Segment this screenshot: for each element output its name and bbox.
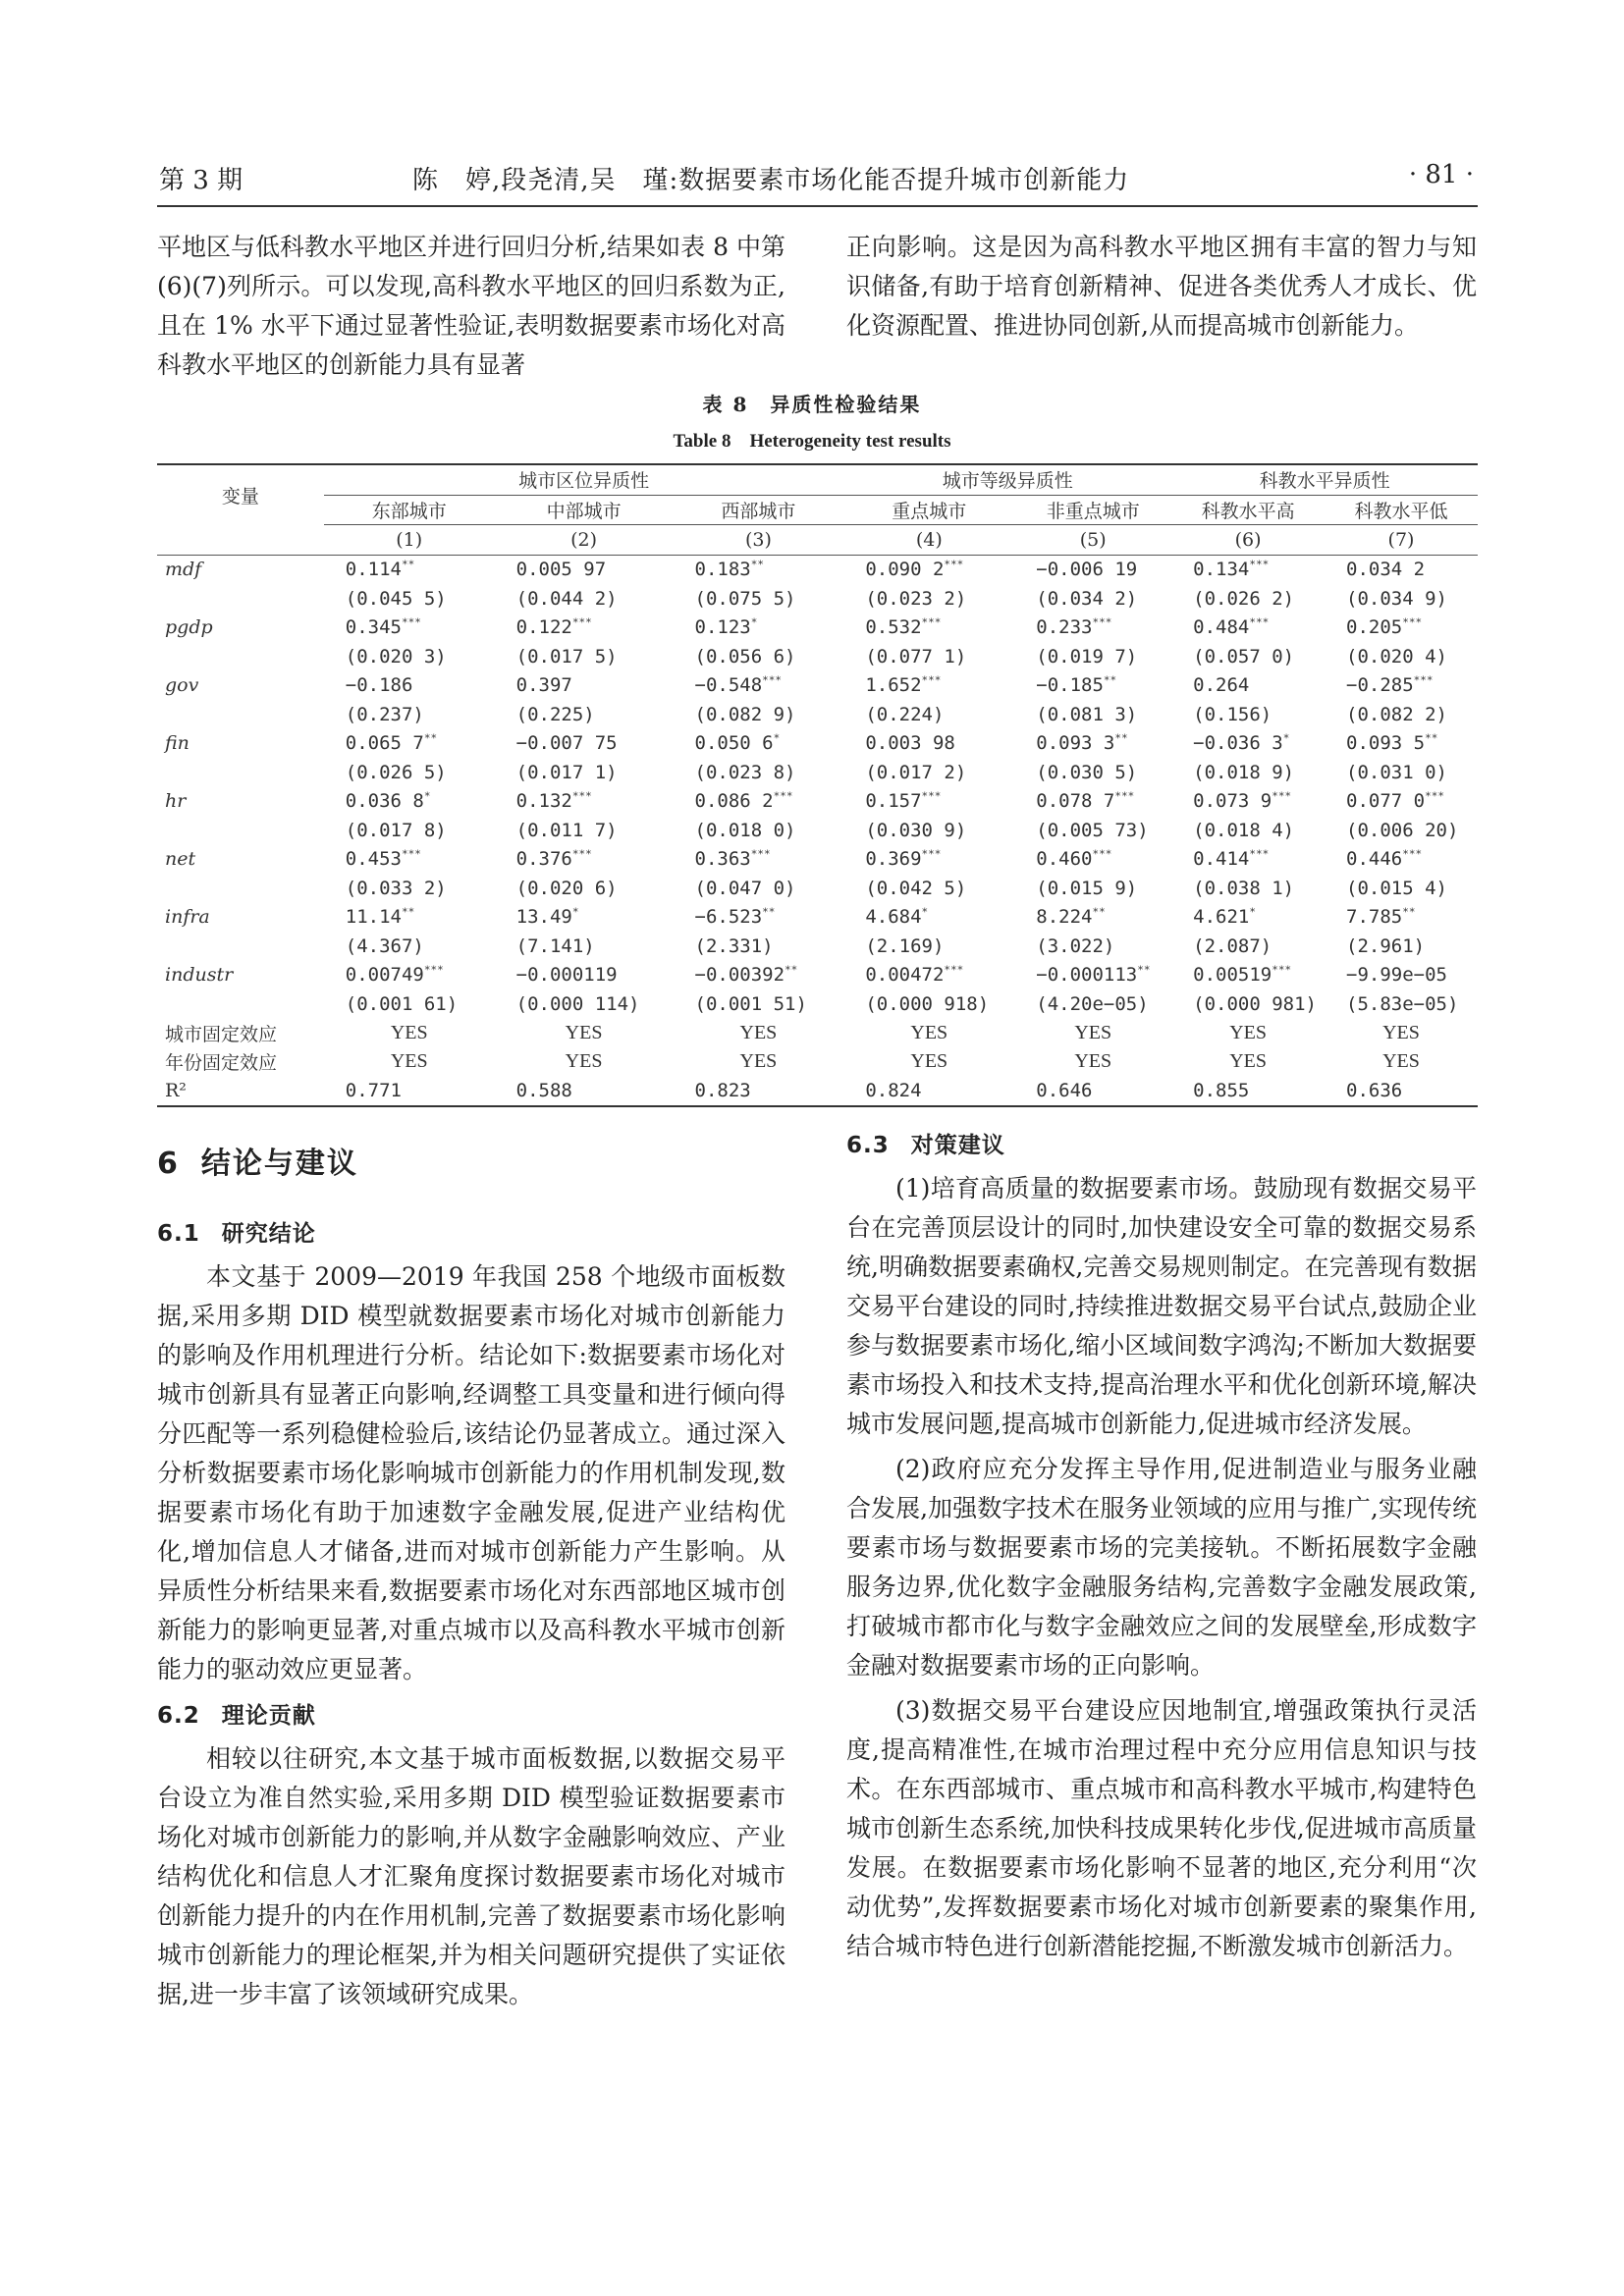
- standard-error-cell: (0.020 6): [515, 877, 618, 899]
- fe-value: YES: [910, 1050, 948, 1073]
- fe-row: [157, 1047, 1478, 1077]
- table-column-number-row: [157, 525, 1478, 556]
- right-column-body: [846, 1127, 1477, 1966]
- coefficient-cell: −0.185**: [1036, 673, 1117, 697]
- recommendation-paragraph: (2)政府应充分发挥主导作用,促进制造业与服务业融合发展,加强数字技术在服务业领域的应用与推广,实现传统要素市场与数据要素市场的完美接轨。不断拓展数字金融服务边界,优化数字金融服务结构,完善数字金融发展政策,打破城市都市化与数字金融效应之间的发展壁垒,形成数字金融对数据要素市场的正向影响。: [846, 1455, 1477, 1680]
- standard-error-row: [157, 932, 1478, 961]
- fe-value: YES: [910, 1021, 948, 1043]
- coefficient-row: [157, 729, 1478, 759]
- coefficient-cell: 0.122***: [515, 615, 592, 639]
- standard-error-row: [157, 816, 1478, 845]
- variable-name: fin: [165, 732, 189, 755]
- top-left-column: [157, 228, 785, 385]
- coefficient-cell: 0.453***: [345, 847, 421, 871]
- coefficient-cell: 0.00749***: [345, 963, 444, 987]
- column-header: 科教水平低: [1325, 495, 1478, 525]
- r2-value: 0.636: [1325, 1077, 1478, 1107]
- standard-error-cell: (0.056 6): [694, 645, 796, 667]
- coefficient-cell: 0.414***: [1193, 847, 1270, 871]
- standard-error-cell: (0.000 981): [1193, 992, 1318, 1015]
- significance-stars: ***: [1114, 789, 1135, 803]
- coefficient-cell: 0.073 9***: [1193, 789, 1292, 813]
- standard-error-cell: (0.047 0): [694, 877, 796, 899]
- coefficient-row: [157, 845, 1478, 875]
- significance-stars: **: [1402, 905, 1416, 919]
- significance-stars: ***: [1272, 963, 1292, 977]
- standard-error-cell: (5.83e−05): [1346, 992, 1459, 1015]
- standard-error-cell: (0.042 5): [865, 877, 967, 899]
- standard-error-cell: (0.017 1): [515, 761, 618, 783]
- significance-stars: ***: [1249, 615, 1270, 629]
- coefficient-cell: 0.363***: [694, 847, 771, 871]
- fe-value: YES: [390, 1021, 428, 1043]
- standard-error-cell: (0.011 7): [515, 819, 618, 841]
- standard-error-cell: (4.20e−05): [1036, 992, 1149, 1015]
- column-number: (3): [674, 525, 844, 556]
- coefficient-cell: −6.523**: [694, 905, 776, 929]
- standard-error-cell: (0.017 5): [515, 645, 618, 667]
- coefficient-row: [157, 903, 1478, 933]
- standard-error-row: [157, 758, 1478, 787]
- section-6-1-heading: [157, 1215, 785, 1248]
- standard-error-cell: (0.026 2): [1193, 587, 1295, 610]
- fe-value: YES: [739, 1021, 778, 1043]
- page-number: · 81 ·: [1408, 160, 1474, 189]
- column-number: (6): [1171, 525, 1325, 556]
- coefficient-cell: 0.00519***: [1193, 963, 1292, 987]
- standard-error-cell: (0.018 0): [694, 819, 796, 841]
- standard-error-cell: (0.077 1): [865, 645, 967, 667]
- coefficient-cell: −0.000113**: [1036, 963, 1151, 987]
- coefficient-row: [157, 614, 1478, 643]
- variable-name: infra: [165, 906, 210, 929]
- article-authors-title: 陈 婷,段尧清,吴 瑾:数据要素市场化能否提升城市创新能力: [412, 166, 1130, 195]
- fe-value: YES: [1382, 1021, 1420, 1043]
- coefficient-row: [157, 961, 1478, 990]
- significance-stars: ***: [1092, 615, 1112, 629]
- significance-stars: **: [1092, 905, 1106, 919]
- coefficient-cell: 0.446***: [1346, 847, 1423, 871]
- significance-stars: ***: [773, 789, 793, 803]
- coefficient-cell: 0.369***: [865, 847, 942, 871]
- coefficient-cell: 0.050 6*: [694, 731, 781, 755]
- significance-stars: ***: [944, 963, 964, 977]
- top-left-paragraph: 平地区与低科教水平地区并进行回归分析,结果如表 8 中第(6)(7)列所示。可以发现,高科教水平地区的回归系数为正,且在 1% 水平下通过显著性验证,表明数据要素市场化对高科教水平地区的创新能力具有显著: [157, 233, 785, 379]
- r2-value: 0.855: [1171, 1077, 1325, 1107]
- standard-error-cell: (0.224): [865, 703, 945, 725]
- standard-error-cell: (0.015 9): [1036, 877, 1138, 899]
- r2-value: 0.646: [1014, 1077, 1171, 1107]
- standard-error-cell: (0.237): [345, 703, 424, 725]
- coefficient-cell: 0.376***: [515, 847, 592, 871]
- r2-value: 0.823: [674, 1077, 844, 1107]
- section-title: 结论与建议: [200, 1147, 358, 1181]
- table-caption-cn: 表 8 异质性检验结果: [702, 393, 922, 416]
- variable-name: industr: [165, 964, 234, 987]
- coefficient-rows: [157, 555, 1478, 1019]
- fe-row: [157, 1019, 1478, 1048]
- standard-error-cell: (0.030 9): [865, 819, 967, 841]
- column-header: 中部城市: [495, 495, 674, 525]
- variable-name: pgdp: [165, 616, 213, 639]
- standard-error-cell: (0.017 2): [865, 761, 967, 783]
- group-header: 城市等级异质性: [843, 464, 1171, 495]
- coefficient-cell: 0.005 97: [515, 559, 607, 581]
- section-number: 6: [157, 1147, 180, 1181]
- conclusion-paragraph: 本文基于 2009—2019 年我国 258 个地级市面板数据,采用多期 DID 模型就数据要素市场化对城市创新能力的影响及作用机理进行分析。结论如下:数据要素市场化对城市创新具有显著正向影响,经调整工具变量和进行倾向得分匹配等一系列稳健检验后,该结论仍显著成立。通过深入分析数据要素市场化影响城市创新能力的作用机制发现,数据要素市场化有助于加速数字金融发展,促进产业结构优化,增加信息人才储备,进而对城市创新能力产生影响。从异质性分析结果来看,数据要素市场化对东西部地区城市创新能力的影响更显著,对重点城市以及高科教水平城市创新能力的驱动效应更显著。: [157, 1262, 785, 1683]
- significance-stars: ***: [944, 558, 964, 571]
- coefficient-cell: −0.000119: [515, 964, 618, 987]
- coefficient-cell: 0.034 2: [1346, 559, 1426, 581]
- contribution-paragraph: 相较以往研究,本文基于城市面板数据,以数据交易平台设立为准自然实验,采用多期 DID 模型验证数据要素市场化对城市创新能力的影响,并从数字金融影响效应、产业结构优化和信息人才汇聚角度探讨数据要素市场化对城市创新能力提升的内在作用机制,完善了数据要素市场化影响城市创新能力的理论框架,并为相关问题研究提供了实证依据,进一步丰富了该领域研究成果。: [157, 1744, 785, 2008]
- standard-error-cell: (0.005 73): [1036, 819, 1149, 841]
- group-header: 科教水平异质性: [1171, 464, 1478, 495]
- standard-error-cell: (0.020 4): [1346, 645, 1447, 667]
- standard-error-cell: (3.022): [1036, 934, 1115, 957]
- standard-error-cell: (0.017 8): [345, 819, 447, 841]
- coefficient-cell: 13.49*: [515, 905, 579, 929]
- coefficient-cell: 0.532***: [865, 615, 942, 639]
- significance-stars: **: [1137, 963, 1151, 977]
- significance-stars: ***: [402, 847, 421, 861]
- coefficient-cell: 0.003 98: [865, 732, 955, 755]
- coefficient-cell: 4.684*: [865, 905, 929, 929]
- significance-stars: ***: [921, 615, 942, 629]
- coefficient-cell: 0.086 2***: [694, 789, 793, 813]
- coefficient-cell: 0.093 3**: [1036, 731, 1128, 755]
- coefficient-cell: 0.484***: [1193, 615, 1270, 639]
- significance-stars: ***: [423, 963, 444, 977]
- column-header: 重点城市: [843, 495, 1014, 525]
- standard-error-cell: (0.082 9): [694, 703, 796, 725]
- subsection-title: 对策建议: [910, 1133, 1005, 1158]
- standard-error-cell: (0.001 51): [694, 992, 807, 1015]
- standard-error-cell: (0.081 3): [1036, 703, 1138, 725]
- standard-error-cell: (0.015 4): [1346, 877, 1447, 899]
- r2-value: 0.588: [495, 1077, 674, 1107]
- column-number: (2): [495, 525, 674, 556]
- standard-error-cell: (0.031 0): [1346, 761, 1447, 783]
- significance-stars: ***: [571, 789, 592, 803]
- coefficient-cell: 0.065 7**: [345, 731, 438, 755]
- significance-stars: **: [1114, 731, 1128, 745]
- significance-stars: **: [423, 731, 438, 745]
- standard-error-cell: (2.961): [1346, 934, 1426, 957]
- coefficient-cell: 0.00472***: [865, 963, 964, 987]
- standard-error-cell: (2.331): [694, 934, 774, 957]
- variable-name: gov: [165, 674, 199, 697]
- significance-stars: ***: [1402, 615, 1423, 629]
- fe-value: YES: [1229, 1050, 1267, 1073]
- top-right-paragraph: 正向影响。这是因为高科教水平地区拥有丰富的智力与知识储备,有助于培育创新精神、促进各类优秀人才成长、优化资源配置、推进协同创新,从而提高城市创新能力。: [846, 233, 1477, 340]
- fe-value: YES: [1382, 1050, 1420, 1073]
- standard-error-cell: (0.034 2): [1036, 587, 1138, 610]
- standard-error-cell: (0.018 4): [1193, 819, 1295, 841]
- top-right-column: [846, 228, 1477, 346]
- subsection-number: 6.3: [846, 1133, 890, 1158]
- standard-error-cell: (4.367): [345, 934, 424, 957]
- significance-stars: *: [773, 731, 781, 745]
- standard-error-cell: (0.038 1): [1193, 877, 1295, 899]
- significance-stars: *: [1282, 731, 1290, 745]
- coefficient-cell: 0.397: [515, 674, 572, 697]
- standard-error-row: [157, 642, 1478, 671]
- section-6-2-heading: [157, 1697, 785, 1730]
- standard-error-row: [157, 700, 1478, 729]
- significance-stars: ***: [571, 847, 592, 861]
- column-header: 西部城市: [674, 495, 844, 525]
- standard-error-cell: (0.075 5): [694, 587, 796, 610]
- group-header: 城市区位异质性: [324, 464, 844, 495]
- variable-header: 变量: [157, 464, 324, 525]
- standard-error-cell: (0.006 20): [1346, 819, 1459, 841]
- significance-stars: ***: [1272, 789, 1292, 803]
- fe-label: 城市固定效应: [165, 1023, 278, 1045]
- coefficient-row: [157, 671, 1478, 701]
- variable-name: mdf: [165, 559, 202, 581]
- coefficient-cell: 7.785**: [1346, 905, 1416, 929]
- significance-stars: ***: [750, 847, 771, 861]
- coefficient-cell: −0.186: [345, 674, 413, 697]
- significance-stars: ***: [921, 789, 942, 803]
- significance-stars: ***: [921, 847, 942, 861]
- standard-error-cell: (0.000 114): [515, 992, 640, 1015]
- r2-row: [157, 1077, 1478, 1107]
- coefficient-cell: 0.090 2***: [865, 558, 964, 581]
- coefficient-cell: 0.460***: [1036, 847, 1112, 871]
- standard-error-cell: (7.141): [515, 934, 595, 957]
- fe-value: YES: [1074, 1050, 1112, 1073]
- coefficient-cell: 0.077 0***: [1346, 789, 1444, 813]
- significance-stars: *: [921, 905, 929, 919]
- coefficient-cell: −0.00392**: [694, 963, 798, 987]
- standard-error-cell: (0.019 7): [1036, 645, 1138, 667]
- standard-error-cell: (0.057 0): [1193, 645, 1295, 667]
- subsection-title: 研究结论: [221, 1221, 316, 1247]
- standard-error-cell: (2.169): [865, 934, 945, 957]
- significance-stars: ***: [402, 615, 421, 629]
- coefficient-cell: 0.134***: [1193, 558, 1270, 581]
- section-6-3-heading: [846, 1127, 1477, 1159]
- variable-name: hr: [165, 790, 187, 813]
- coefficient-cell: 0.264: [1193, 674, 1250, 697]
- significance-stars: **: [402, 905, 415, 919]
- significance-stars: ***: [1249, 847, 1270, 861]
- r2-value: 0.771: [324, 1077, 495, 1107]
- standard-error-cell: (0.045 5): [345, 587, 447, 610]
- coefficient-cell: 11.14**: [345, 905, 415, 929]
- standard-error-cell: (0.225): [515, 703, 595, 725]
- variable-name: net: [165, 848, 196, 871]
- coefficient-cell: 8.224**: [1036, 905, 1106, 929]
- standard-error-cell: (0.033 2): [345, 877, 447, 899]
- issue-number: 第 3 期: [159, 166, 244, 195]
- significance-stars: ***: [1413, 673, 1434, 687]
- coefficient-cell: −0.036 3*: [1193, 731, 1290, 755]
- coefficient-cell: 0.114**: [345, 558, 415, 581]
- heterogeneity-table: [157, 463, 1478, 1107]
- coefficient-cell: 0.036 8*: [345, 789, 431, 813]
- column-number: (4): [843, 525, 1014, 556]
- coefficient-cell: −0.006 19: [1036, 559, 1138, 581]
- running-header: [157, 160, 1478, 207]
- significance-stars: *: [571, 905, 579, 919]
- column-header: 东部城市: [324, 495, 495, 525]
- column-number: (1): [324, 525, 495, 556]
- fe-label: 年份固定效应: [165, 1052, 278, 1075]
- standard-error-cell: (0.023 2): [865, 587, 967, 610]
- coefficient-cell: −0.548***: [694, 673, 783, 697]
- standard-error-cell: (0.023 8): [694, 761, 796, 783]
- column-header: 科教水平高: [1171, 495, 1325, 525]
- coefficient-row: [157, 555, 1478, 584]
- left-column-body: [157, 1139, 785, 2014]
- standard-error-cell: (0.001 61): [345, 992, 459, 1015]
- significance-stars: **: [785, 963, 798, 977]
- column-number: (5): [1014, 525, 1171, 556]
- standard-error-cell: (0.044 2): [515, 587, 618, 610]
- coefficient-row: [157, 787, 1478, 817]
- standard-error-cell: (0.082 2): [1346, 703, 1447, 725]
- coefficient-cell: 4.621*: [1193, 905, 1256, 929]
- coefficient-cell: 0.345***: [345, 615, 421, 639]
- coefficient-cell: 0.183**: [694, 558, 764, 581]
- section-6-heading: [157, 1139, 785, 1182]
- table-column-header-row: [157, 495, 1478, 525]
- coefficient-cell: 0.078 7***: [1036, 789, 1135, 813]
- table-caption-en: Table 8 Heterogeneity test results: [673, 431, 951, 452]
- significance-stars: ***: [1402, 847, 1423, 861]
- subsection-number: 6.1: [157, 1221, 200, 1247]
- fe-value: YES: [565, 1021, 603, 1043]
- significance-stars: *: [1249, 905, 1256, 919]
- coefficient-cell: 0.123*: [694, 615, 758, 639]
- standard-error-cell: (0.156): [1193, 703, 1272, 725]
- fe-value: YES: [1229, 1021, 1267, 1043]
- standard-error-cell: (0.026 5): [345, 761, 447, 783]
- recommendation-paragraph: (3)数据交易平台建设应因地制宜,增强政策执行灵活度,提高精准性,在城市治理过程中充分应用信息知识与技术。在东西部城市、重点城市和高科教水平城市,构建特色城市创新生态系统,加快科技成果转化步伐,促进城市高质量发展。在数据要素市场化影响不显著的地区,充分利用“次动优势”,发挥数据要素市场化对城市创新要素的聚集作用,结合城市特色进行创新潜能挖掘,不断激发城市创新活力。: [846, 1696, 1477, 1960]
- significance-stars: **: [402, 558, 415, 571]
- column-header: 非重点城市: [1014, 495, 1171, 525]
- standard-error-row: [157, 989, 1478, 1019]
- coefficient-cell: 0.093 5**: [1346, 731, 1438, 755]
- significance-stars: **: [762, 905, 776, 919]
- standard-error-cell: (0.018 9): [1193, 761, 1295, 783]
- coefficient-cell: 0.233***: [1036, 615, 1112, 639]
- standard-error-row: [157, 874, 1478, 903]
- significance-stars: **: [1103, 673, 1117, 687]
- r2-value: 0.824: [843, 1077, 1014, 1107]
- column-number: (7): [1325, 525, 1478, 556]
- significance-stars: ***: [1425, 789, 1444, 803]
- coefficient-cell: −0.007 75: [515, 732, 618, 755]
- table-group-header-row: [157, 464, 1478, 495]
- standard-error-cell: (0.034 9): [1346, 587, 1447, 610]
- significance-stars: *: [750, 615, 758, 629]
- coefficient-cell: 0.132***: [515, 789, 592, 813]
- significance-stars: ***: [762, 673, 783, 687]
- significance-stars: **: [750, 558, 764, 571]
- subsection-number: 6.2: [157, 1703, 200, 1729]
- coefficient-cell: 1.652***: [865, 673, 942, 697]
- standard-error-cell: (0.020 3): [345, 645, 447, 667]
- coefficient-cell: −0.285***: [1346, 673, 1434, 697]
- recommendation-paragraph: (1)培育高质量的数据要素市场。鼓励现有数据交易平台在完善顶层设计的同时,加快建设安全可靠的数据交易系统,明确数据要素确权,完善交易规则制定。在完善现有数据交易平台建设的同时,持续推进数据交易平台试点,鼓励企业参与数据要素市场化,缩小区域间数字鸿沟;不断加大数据要素市场投入和技术支持,提高治理水平和优化创新环境,解决城市发展问题,提高城市创新能力,促进城市经济发展。: [846, 1174, 1477, 1438]
- standard-error-cell: (0.030 5): [1036, 761, 1138, 783]
- fe-value: YES: [739, 1050, 778, 1073]
- significance-stars: ***: [921, 673, 942, 687]
- significance-stars: ***: [571, 615, 592, 629]
- fe-value: YES: [1074, 1021, 1112, 1043]
- standard-error-row: [157, 584, 1478, 614]
- standard-error-cell: (2.087): [1193, 934, 1272, 957]
- coefficient-cell: −9.99e−05: [1346, 964, 1447, 987]
- coefficient-cell: 0.157***: [865, 789, 942, 813]
- standard-error-cell: (0.000 918): [865, 992, 990, 1015]
- significance-stars: *: [423, 789, 431, 803]
- significance-stars: ***: [1092, 847, 1112, 861]
- significance-stars: **: [1425, 731, 1438, 745]
- significance-stars: ***: [1249, 558, 1270, 571]
- r2-label: R²: [157, 1077, 324, 1107]
- fe-value: YES: [390, 1050, 428, 1073]
- subsection-title: 理论贡献: [221, 1703, 316, 1729]
- fe-value: YES: [565, 1050, 603, 1073]
- coefficient-cell: 0.205***: [1346, 615, 1423, 639]
